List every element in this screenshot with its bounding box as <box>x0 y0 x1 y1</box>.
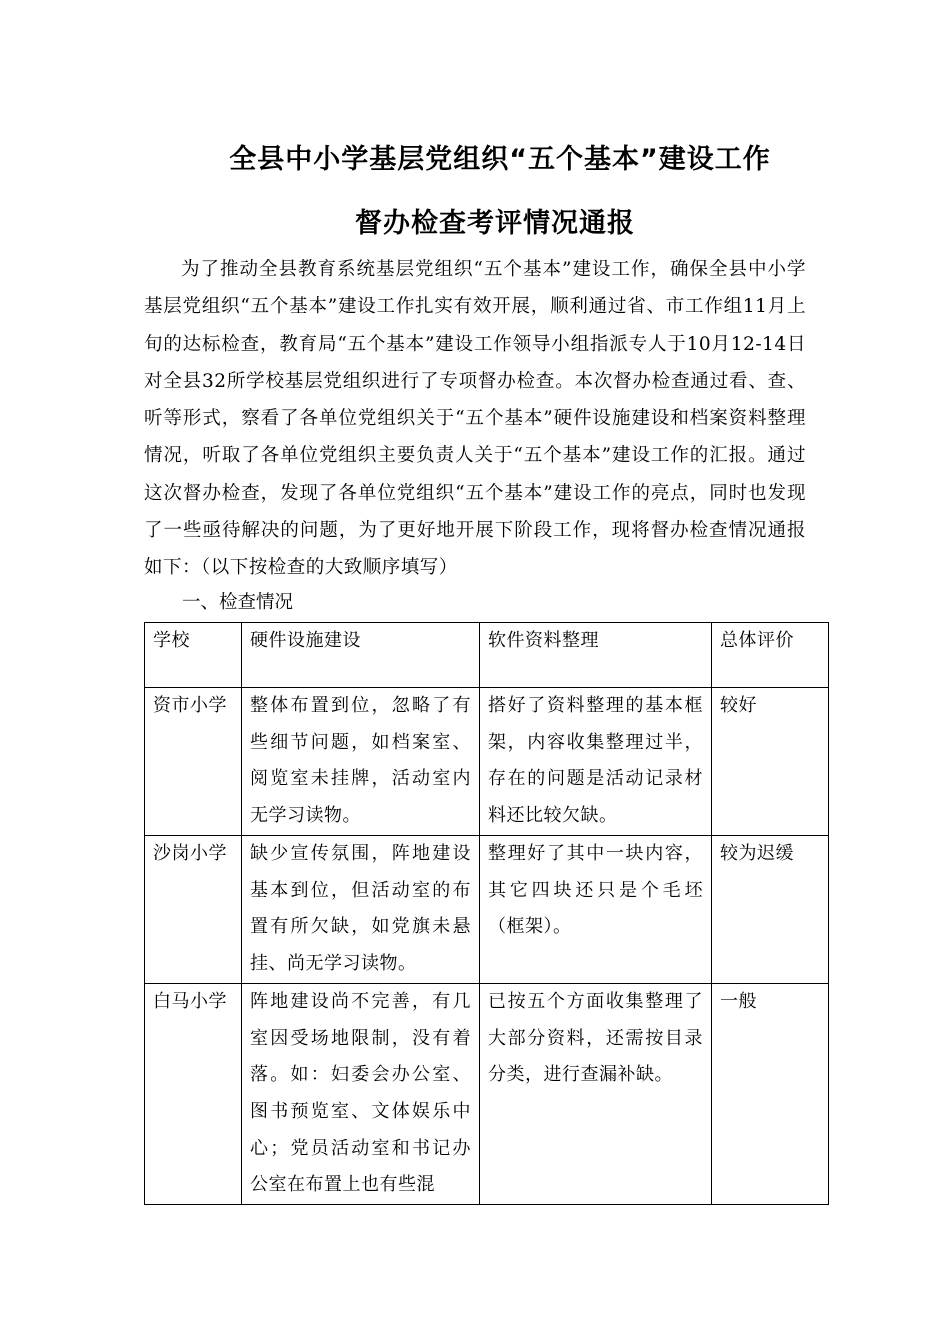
cell-software: 整理好了其中一块内容，其它四块还只是个毛坯（框架）。 <box>480 835 712 983</box>
cell-software: 搭好了资料整理的基本框架，内容收集整理过半，存在的问题是活动记录材料还比较欠缺。 <box>480 688 712 836</box>
table-row <box>145 688 829 836</box>
table-row <box>145 835 829 983</box>
intro-paragraph: 为了推动全县教育系统基层党组织“五个基本”建设工作，确保全县中小学基层党组织“五个基本”建设工作扎实有效开展，顺利通过省、市工作组11月上旬的达标检查，教育局“五个基本”建设工作领导小组指派专人于10月12-14日对全县32所学校基层党组织进行了专项督办检查。本次督办检查通过看、查、听等形式，察看了各单位党组织关于“五个基本”硬件设施建设和档案资料整理情况，听取了各单位党组织主要负责人关于“五个基本”建设工作的汇报。通过这次督办检查，发现了各单位党组织“五个基本”建设工作的亮点，同时也发现了一些亟待解决的问题，为了更好地开展下阶段工作，现将督办检查情况通报如下：（以下按检查的大致顺序填写） <box>144 259 806 579</box>
document-title-line1: 全县中小学基层党组织“五个基本”建设工作 <box>229 144 771 175</box>
header-software: 软件资料整理 <box>480 623 712 688</box>
section-heading: 一、检查情况 <box>182 592 294 613</box>
header-school: 学校 <box>145 623 242 688</box>
table-row <box>145 983 829 1204</box>
cell-school: 白马小学 <box>145 983 242 1204</box>
header-evaluation: 总体评价 <box>712 623 829 688</box>
cell-school: 沙岗小学 <box>145 835 242 983</box>
header-hardware: 硬件设施建设 <box>242 623 480 688</box>
cell-software: 已按五个方面收集整理了大部分资料，还需按目录分类，进行查漏补缺。 <box>480 983 712 1204</box>
document-title-line2: 督办检查考评情况通报 <box>355 208 635 239</box>
cell-evaluation: 较为迟缓 <box>712 835 829 983</box>
cell-hardware: 阵地建设尚不完善，有几室因受场地限制，没有着落。如：妇委会办公室、图书预览室、文体娱乐中心；党员活动室和书记办公室在布置上也有些混 <box>242 983 480 1204</box>
cell-hardware: 整体布置到位，忽略了有些细节问题，如档案室、阅览室未挂牌，活动室内无学习读物。 <box>242 688 480 836</box>
cell-hardware: 缺少宣传氛围，阵地建设基本到位，但活动室的布置有所欠缺，如党旗未悬挂、尚无学习读物。 <box>242 835 480 983</box>
cell-evaluation: 较好 <box>712 688 829 836</box>
table-header-row <box>145 623 829 688</box>
cell-school: 资市小学 <box>145 688 242 836</box>
cell-evaluation: 一般 <box>712 983 829 1204</box>
inspection-table <box>144 622 829 1205</box>
